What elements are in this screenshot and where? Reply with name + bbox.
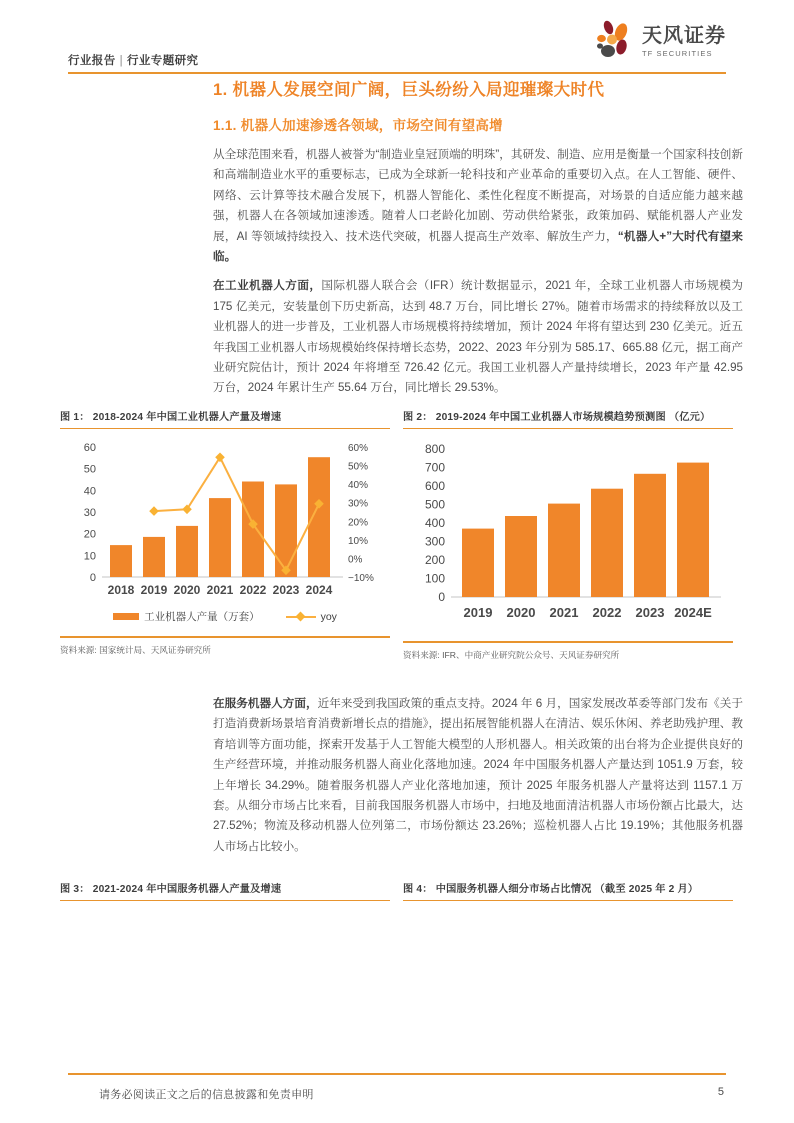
paragraph-1-emphasis: “机器人+”大时代有望来临。: [213, 229, 743, 264]
figure-4-body-placeholder: [403, 901, 733, 1051]
chart-2-x-axis: [464, 605, 713, 620]
flower-logo-icon: [592, 20, 636, 64]
svg-text:2023: 2023: [272, 583, 300, 598]
paragraph-block-1: [213, 145, 743, 408]
section-heading-1: 1. 机器人发展空间广阔，巨头纷纷入局迎璀璨大时代: [213, 81, 605, 99]
svg-text:60%: 60%: [348, 443, 369, 455]
svg-text:30%: 30%: [348, 499, 369, 511]
svg-text:600: 600: [424, 479, 445, 494]
chart-1-y-axis-left: [84, 442, 96, 584]
footer-divider: [68, 1073, 726, 1075]
svg-text:40: 40: [83, 485, 96, 498]
chart-1-legend-item-bar: [113, 609, 260, 624]
svg-text:700: 700: [424, 460, 445, 475]
svg-text:0: 0: [89, 572, 96, 585]
paragraph-3-text: 近年来受到我国政策的重点支持。2024 年 6 月，国家发展改革委等部门发布《关于打造消费新场景培育消费新增长点的措施》，提出拓展智能机器人在清洁、娱乐休闲、养老助残护理、教育培训等方面功能，探索开发基于人工智能大模型的人形机器人。相关政策的出台将为企业提供良好的生产经营环境，并推动服务机器人商业化落地加速。2024 年中国服务机器人产量达到 1051.9 万套，较上年增长 34.29%。随着服务机器人产业化落地加速，预计 2025 年服务机器人产量将达到 1157.1 万套。从细分市场占比来看，目前我国服务机器人市场中，扫地及地面清洁机器人市场份额占比最大，达 27.52%；物流及移动机器人位列第二，市场份额达 23.26%；巡检机器人占比 19.19%；其他服务机器人市场占比较小。: [213, 697, 743, 853]
svg-text:50: 50: [83, 464, 96, 477]
svg-text:30: 30: [83, 507, 96, 520]
svg-text:10%: 10%: [348, 536, 369, 548]
svg-text:2021: 2021: [206, 583, 234, 598]
svg-text:60: 60: [83, 442, 96, 455]
svg-text:0%: 0%: [348, 554, 363, 566]
paragraph-block-2: [213, 694, 743, 866]
svg-text:800: 800: [424, 442, 445, 457]
svg-text:300: 300: [424, 534, 445, 549]
chart-1-legend: [60, 609, 390, 624]
figure-3: [60, 880, 390, 1051]
svg-text:2022: 2022: [592, 605, 622, 621]
breadcrumb-separator: |: [119, 55, 123, 67]
chart-1-bars: [110, 458, 330, 578]
figure-2-body: [403, 437, 733, 629]
chart-1-legend-label-line: yoy: [320, 610, 337, 623]
svg-text:20: 20: [83, 529, 96, 542]
figure-1-title: 图 1： 2018-2024 年中国工业机器人产量及增速: [60, 412, 282, 423]
chart-industrial-robot-market-size: [403, 437, 733, 629]
figure-4-title: 图 4： 中国服务机器人细分市场占比情况 （截至 2025 年 2 月）: [403, 884, 699, 895]
footer-disclaimer: 请务必阅读正文之后的信息披露和免责申明: [99, 1089, 314, 1101]
logo-name-cn: 天风证券: [642, 25, 726, 47]
figure-4: [403, 880, 733, 1051]
svg-text:2019: 2019: [140, 583, 168, 598]
svg-text:2019: 2019: [463, 605, 493, 621]
figure-2: [403, 408, 733, 661]
svg-text:500: 500: [424, 497, 445, 512]
svg-text:40%: 40%: [348, 480, 369, 492]
chart-industrial-robot-output: [60, 437, 390, 607]
svg-text:400: 400: [424, 516, 445, 531]
svg-text:2023: 2023: [635, 605, 665, 621]
breadcrumb-main: 行业报告: [68, 55, 116, 67]
logo-text: [642, 26, 726, 58]
svg-text:200: 200: [424, 553, 445, 568]
figure-3-body-placeholder: [60, 901, 390, 1051]
chart-1-legend-label-bar: 工业机器人产量（万套）: [144, 611, 260, 624]
figure-1-title-divider: [60, 428, 390, 429]
figure-2-title: 图 2： 2019-2024 年中国工业机器人市场规模趋势预测图 （亿元）: [403, 412, 711, 423]
paragraph-1: [213, 145, 743, 267]
breadcrumb-sub: 行业专题研究: [127, 55, 199, 67]
breadcrumb: [68, 52, 198, 68]
svg-text:2020: 2020: [506, 605, 536, 621]
svg-text:2024: 2024: [305, 583, 333, 598]
chart-2-svg: [403, 437, 733, 629]
page-header: [68, 25, 726, 74]
figure-2-source: 资料来源: IFR、中商产业研究院公众号、天风证券研究所: [403, 649, 620, 660]
figure-3-title: 图 3： 2021-2024 年中国服务机器人产量及增速: [60, 884, 282, 895]
svg-text:100: 100: [424, 571, 445, 586]
chart-1-yoy-markers: [149, 453, 324, 576]
footer-page-number: 5: [717, 1086, 724, 1098]
chart-2-y-axis: [425, 442, 445, 604]
paragraph-2-text: 国际机器人联合会（IFR）统计数据显示，2021 年，全球工业机器人市场规模为 175 亿美元，安装量创下历史新高，达到 48.7 万台，同比增长 27%。随着市场需求的持续释放以及工业机器人的进一步普及，工业机器人市场规模将持续增加，预计 2024 年将有望达到 230 亿美元。近五年我国工业机器人市场规模始终保持增长态势，2022、2023 年分别为 585.17、665.88 亿元，据工商产业研究院估计，预计 2024 年将增至 726.42 亿元。我国工业机器人产量持续增长，2023 年产量 42.95 万台，2024 年累计生产 55.64 万台，同比增长 29.53%。: [213, 279, 743, 395]
figure-1-source: 资料来源: 国家统计局、天风证券研究所: [60, 644, 211, 655]
svg-text:20%: 20%: [348, 517, 369, 529]
chart-1-y-axis-right: [348, 443, 374, 584]
paragraph-2-lead: 在工业机器人方面，: [213, 279, 322, 293]
svg-text:−10%: −10%: [348, 573, 374, 585]
svg-text:2020: 2020: [173, 583, 201, 598]
paragraph-3-lead: 在服务机器人方面，: [213, 697, 318, 710]
svg-text:2021: 2021: [549, 605, 579, 621]
paragraph-2: [213, 276, 743, 398]
paragraph-3: [213, 694, 743, 857]
figure-2-title-divider: [403, 428, 733, 429]
header-divider: [68, 72, 726, 74]
chart-1-legend-item-line: [286, 611, 337, 623]
figure-1: [60, 408, 390, 656]
chart-2-bars: [462, 463, 709, 597]
svg-text:50%: 50%: [348, 461, 369, 473]
chart-1-svg: [60, 437, 390, 607]
svg-text:2024E: 2024E: [674, 605, 712, 621]
svg-text:0: 0: [438, 590, 445, 605]
line-marker-swatch-icon: [286, 612, 316, 622]
chart-1-x-axis: [108, 583, 333, 597]
section-heading-1-1: 1.1. 机器人加速渗透各领域，市场空间有望高增: [213, 118, 503, 133]
figure-1-body: [60, 437, 390, 624]
company-logo: [592, 20, 726, 64]
bar-swatch-icon: [113, 613, 139, 620]
paragraph-1-text: 从全球范围来看，机器人被誉为“制造业皇冠顶端的明珠”，其研发、制造、应用是衡量一个国家科技创新和高端制造业水平的重要标志，已成为全球新一轮科技和产业革命的重要切入点。在人工智能、硬件、网络、云计算等技术融合发展下，机器人智能化、柔性化程度不断提高，对场景的自适应能力越来越强，机器人在各领域加速渗透。随着人口老龄化加剧、劳动供给紧张，政策加码、赋能机器人产业发展，AI 等领域持续投入、技术迭代突破，机器人提高生产效率、解放生产力，: [213, 148, 743, 243]
svg-text:2022: 2022: [239, 583, 267, 598]
svg-text:2018: 2018: [107, 583, 135, 598]
svg-text:10: 10: [83, 550, 96, 563]
logo-name-en: TF SECURITIES: [642, 49, 713, 58]
